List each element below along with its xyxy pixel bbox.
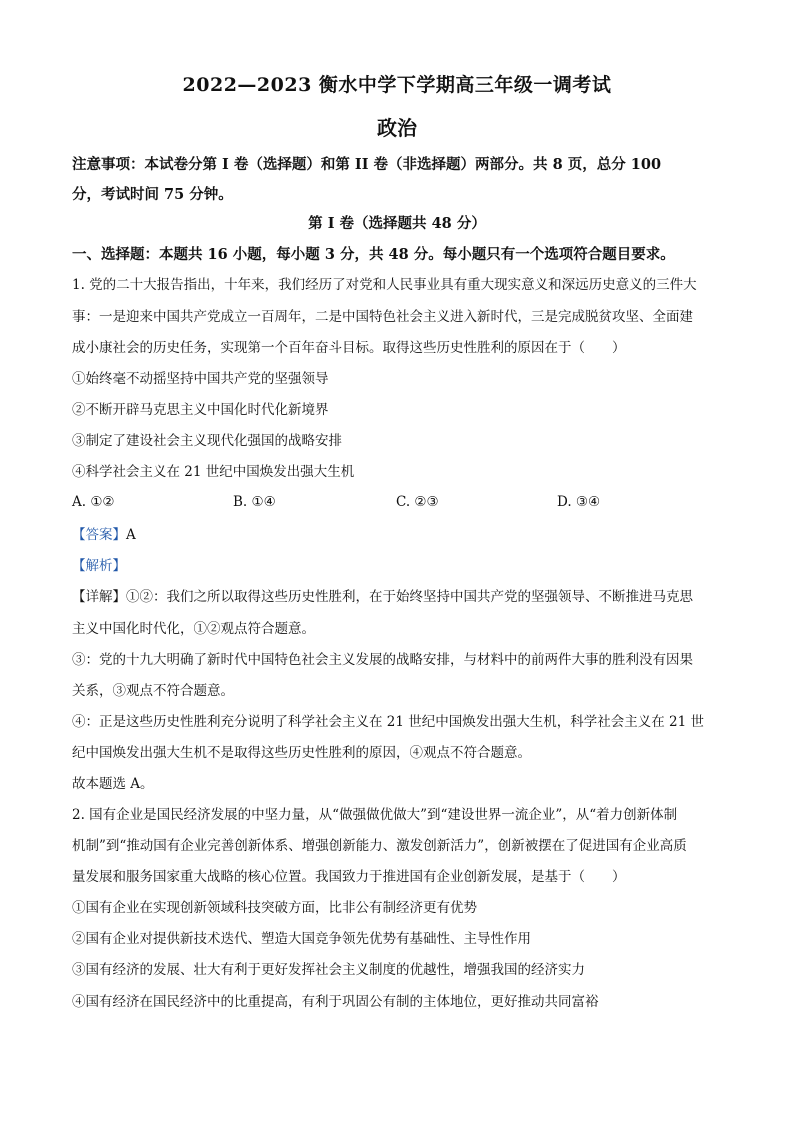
- detail-text-1: ①②：我们之所以取得这些历史性胜利，在于始终坚持中国共产党的坚强领导、不断推进马克思: [126, 589, 693, 605]
- q1-choice-a: A. ①②: [72, 494, 115, 510]
- exam-notice: [72, 150, 727, 210]
- q1-analysis: [72, 557, 727, 575]
- subject-title: 政治: [377, 116, 417, 140]
- q2-item-4: ④国有经济在国民经济中的比重提高，有利于巩固公有制的主体地位，更好推动共同富裕: [72, 994, 599, 1010]
- q2-item-2: ②国有企业对提供新技术迭代、塑造大国竞争领先优势有基础性、主导性作用: [72, 931, 531, 947]
- q1-choice-c: C. ②③: [396, 494, 439, 510]
- notice-line-1: 注意事项：本试卷分第 I 卷（选择题）和第 II 卷（非选择题）两部分。共 8 页，总分 100: [72, 156, 662, 173]
- q1-stem-line-1: 1. 党的二十大报告指出，十年来，我们经历了对党和人民事业具有重大现实意义和深远历史意义的三件大: [72, 277, 697, 293]
- section-instruction: 一、选择题：本题共 16 小题，每小题 3 分，共 48 分。每小题只有一个选项符合题目要求。: [72, 246, 675, 263]
- q1-detail-line-1: [72, 588, 727, 606]
- q1-item-4: ④科学社会主义在 21 世纪中国焕发出强大生机: [72, 464, 355, 480]
- q1-conclusion: 故本题选 A。: [72, 776, 154, 792]
- q1-item-1: ①始终毫不动摇坚持中国共产党的坚强领导: [72, 371, 329, 387]
- q1-stem-line-3: 成小康社会的历史任务，实现第一个百年奋斗目标。取得这些历史性胜利的原因在于（ ）: [72, 340, 626, 356]
- answer-tag: 【答案】: [72, 527, 126, 543]
- section-title: 第 I 卷（选择题共 48 分）: [308, 215, 486, 232]
- analysis-tag: 【解析】: [72, 558, 126, 574]
- detail-tag: 【详解】: [72, 589, 126, 605]
- q1-choice-d: D. ③④: [557, 494, 601, 510]
- q2-stem-line-1: 2. 国有企业是国民经济发展的中坚力量，从“做强做优做大”到“建设世界一流企业”，从“着力创新体制: [72, 807, 678, 823]
- q2-stem-line-3: 量发展和服务国家重大战略的核心位置。我国致力于推进国有企业创新发展，是基于（ ）: [72, 869, 626, 885]
- q1-choice-b: B. ①④: [233, 494, 276, 510]
- q1-item-3: ③制定了建设社会主义现代化强国的战略安排: [72, 433, 342, 449]
- q1-item-2: ②不断开辟马克思主义中国化时代化新境界: [72, 402, 329, 418]
- q2-stem-line-2: 机制”到“推动国有企业完善创新体系、增强创新能力、激发创新活力”，创新被摆在了促进国有企业高质: [72, 838, 687, 854]
- q1-detail-line-2: 主义中国化时代化，①②观点符合题意。: [72, 621, 315, 637]
- notice-line-2: 分，考试时间 75 分钟。: [72, 186, 233, 203]
- q2-item-3: ③国有经济的发展、壮大有利于更好发挥社会主义制度的优越性，增强我国的经济实力: [72, 962, 585, 978]
- q1-detail-line-3: ③：党的十九大明确了新时代中国特色社会主义发展的战略安排，与材料中的前两件大事的胜利没有因果: [72, 652, 693, 668]
- q1-detail-line-6: 纪中国焕发出强大生机不是取得这些历史性胜利的原因，④观点不符合题意。: [72, 745, 531, 761]
- answer-value: A: [126, 527, 136, 543]
- q1-stem-line-2: 事：一是迎来中国共产党成立一百周年，二是中国特色社会主义进入新时代，三是完成脱贫攻坚、全面建: [72, 309, 693, 325]
- q2-item-1: ①国有企业在实现创新领域科技突破方面，比非公有制经济更有优势: [72, 900, 477, 916]
- q1-detail-line-4: 关系，③观点不符合题意。: [72, 683, 234, 699]
- exam-title: 2022—2023 衡水中学下学期高三年级一调考试: [182, 74, 612, 96]
- q1-detail-line-5: ④：正是这些历史性胜利充分说明了科学社会主义在 21 世纪中国焕发出强大生机，科学社会主义在 21 世: [72, 714, 705, 730]
- q1-answer: [72, 526, 727, 544]
